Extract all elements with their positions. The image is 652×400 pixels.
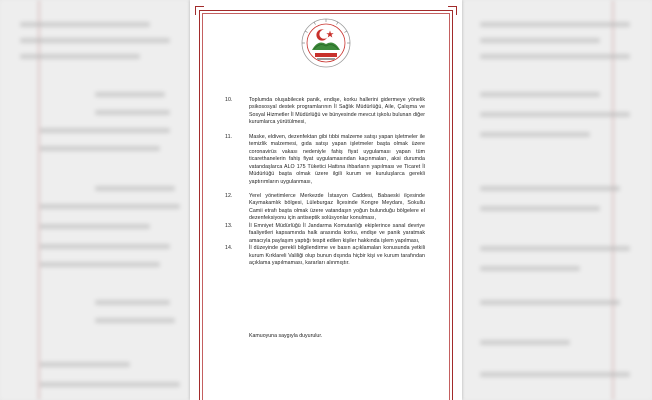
list-item [225,97,425,127]
item-number: 10. [225,97,233,103]
list-item [225,134,425,186]
item-text: Maske, eldiven, dezenfektan gibi tıbbi malzeme satışı yapan işletmeler ile temizlik malzemesi, gıda satışı yapan işletmeler başta olmak üzere coronavirüs vakası nedeniyle fahiş fiyat uygulaması yapan tüm ticarethanelerin fahiş fiyat uygulamasından kaçınmaları, aksi durumda vatandaşlarca ALO 175 Tüketici Hattına ihbarların yapılması ve Ticaret İl Müdürlüğü başta olmak üzere ilgili kurum ve kuruluşlarca gerekli yaptırımların uygulanması, [249,133,425,185]
list-item [225,193,425,223]
item-number: 11. [225,133,233,140]
border-corner-ornament [448,6,457,15]
list-item [225,245,425,267]
emblem-logo [300,17,352,69]
item-number: 12. [225,192,233,199]
border-corner-ornament [195,6,204,15]
item-text: Yerel yönetimlerce Merkezde İstasyon Caddesi, Babaeski ilçesinde Kaymakamlık bölgesi, Lüleburgaz İlçesinde Kongre Meydanı, Sokullu Camii etrafı başta olmak üzere vatandaşın yoğun bulunduğu bölgelere el dezenfeksiyonu için antiseptik solüsyonlar konulması, [249,192,425,222]
list-item [225,223,425,245]
item-text: İl Emniyet Müdürlüğü İl Jandarma Komutanlığı ekiplerince sanal devriye faaliyetleri kapsamında halk arasında korku, endişe ve panik yaratmak amacıyla paylaşım yaptığı tespit edilen kişiler hakkında işlem yapılması, [249,222,425,244]
item-number: 13. [225,222,233,229]
item-text: Toplumda oluşabilecek panik, endişe, korku hallerini gidermeye yönelik psikososyal destek programlarının İl Sağlık Müdürlüğü, Aile, Çalışma ve Sosyal Hizmetler İl Müdürlüğü ve bünyesinde mevcut işkolu bulunan diğer kurumlarca yürütülmesi, [249,97,425,126]
closing-statement: Kamuoyuna saygıyla duyurulur. [249,333,323,339]
item-number: 14. [225,245,233,252]
decision-list [225,97,425,268]
item-text: İl düzeyinde gerekli bilgilendirme ve basın açıklamaları konusunda yetkili kurum Kırklareli Valiliği olup bunun dışında hiçbir kişi ve kurum tarafından açıklama yapılmaması, kararları alınmıştır. [249,245,425,267]
document-page [190,0,462,400]
